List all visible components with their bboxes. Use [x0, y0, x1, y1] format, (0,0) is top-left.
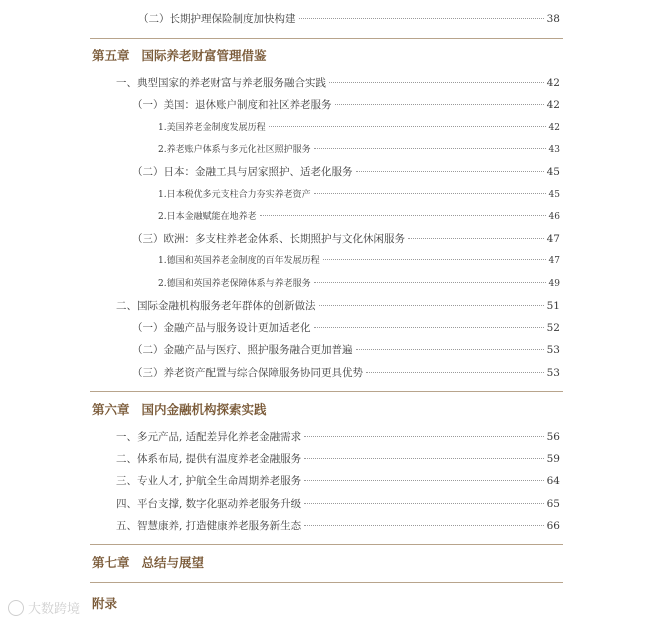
chapter-heading[interactable]	[92, 400, 267, 418]
leader-dots	[299, 18, 544, 19]
chapter-divider	[90, 544, 563, 545]
chapter-divider	[90, 38, 563, 39]
toc-entry[interactable]	[158, 143, 560, 157]
toc-entry[interactable]	[132, 232, 560, 246]
toc-entry-page: 49	[548, 279, 560, 289]
leader-dots	[304, 525, 543, 526]
appendix-title: 附录	[92, 596, 118, 611]
toc-entry-label: 二、国际金融机构服务老年群体的创新做法	[116, 300, 316, 312]
toc-entry[interactable]	[116, 519, 560, 533]
toc-entry-label: 四、平台支撑, 数字化驱动养老服务升级	[116, 498, 302, 510]
chapter-title: 国际养老财富管理借鉴	[141, 48, 267, 63]
leader-dots	[304, 436, 543, 437]
toc-entry-label: 2.德国和英国养老保障体系与养老服务	[158, 279, 311, 289]
toc-entry[interactable]	[132, 366, 560, 380]
toc-entry-label: （一）金融产品与服务设计更加适老化	[132, 322, 311, 334]
leader-dots	[304, 458, 543, 459]
toc-entry[interactable]	[116, 474, 560, 488]
toc-entry-page: 42	[546, 77, 560, 89]
toc-entry-page: 46	[548, 212, 560, 222]
toc-entry-label: 1.德国和英国养老金制度的百年发展历程	[158, 256, 320, 266]
toc-entry-page: 45	[546, 166, 560, 178]
toc-entry-label: 2.养老账户体系与多元化社区照护服务	[158, 145, 311, 155]
toc-entry-page: 53	[546, 344, 560, 356]
toc-entry[interactable]	[158, 254, 560, 268]
toc-entry-page: 47	[546, 233, 560, 245]
toc-entry-page: 53	[546, 367, 560, 379]
chapter-divider	[90, 582, 563, 583]
leader-dots	[356, 171, 544, 172]
leader-dots	[319, 305, 544, 306]
watermark	[8, 598, 80, 617]
toc-entry-label: 1.日本税优多元支柱合力夯实养老资产	[158, 190, 311, 200]
toc-entry-page: 65	[546, 498, 560, 510]
toc-entry-page: 66	[546, 520, 560, 532]
toc-entry[interactable]	[158, 188, 560, 202]
leader-dots	[304, 503, 543, 504]
leader-dots	[356, 349, 544, 350]
toc-entry-page: 47	[548, 256, 560, 266]
toc-entry-label: 一、多元产品, 适配差异化养老金融需求	[116, 431, 302, 443]
toc-entry-page: 52	[546, 322, 560, 334]
leader-dots	[314, 148, 546, 149]
toc-entry[interactable]	[116, 299, 560, 313]
leader-dots	[366, 372, 544, 373]
toc-entry-page: 38	[546, 13, 560, 25]
toc-entry-label: 二、体系布局, 提供有温度养老金融服务	[116, 453, 302, 465]
leader-dots	[323, 259, 546, 260]
toc-entry[interactable]	[116, 430, 560, 444]
toc-entry-label: 1.美国养老金制度发展历程	[158, 123, 266, 133]
toc-entry[interactable]	[158, 277, 560, 291]
toc-entry[interactable]	[132, 165, 560, 179]
toc-entry-label: 一、典型国家的养老财富与养老服务融合实践	[116, 77, 326, 89]
leader-dots	[335, 104, 544, 105]
toc-entry-page: 56	[546, 431, 560, 443]
chapter-title: 总结与展望	[141, 555, 205, 570]
toc-entry-page: 45	[548, 190, 560, 200]
leader-dots	[269, 126, 546, 127]
toc-entry-label: 五、智慧康养, 打造健康养老服务新生态	[116, 520, 302, 532]
toc-entry-page: 64	[546, 475, 560, 487]
toc-entry[interactable]	[132, 343, 560, 357]
toc-entry[interactable]	[132, 98, 560, 112]
watermark-logo-icon	[8, 600, 24, 616]
toc-entry-label: 2.日本金融赋能在地养老	[158, 212, 257, 222]
leader-dots	[329, 82, 544, 83]
chapter-number: 第六章	[92, 402, 130, 417]
toc-entry-label: （三）养老资产配置与综合保障服务协同更具优势	[132, 367, 363, 379]
toc-entry[interactable]	[132, 321, 560, 335]
watermark-text: 大数跨境	[28, 602, 81, 617]
toc-entry-label: （二）金融产品与医疗、照护服务融合更加普遍	[132, 344, 353, 356]
toc-entry-page: 59	[546, 453, 560, 465]
toc-entry[interactable]	[116, 76, 560, 90]
toc-entry[interactable]	[116, 497, 560, 511]
toc-entry[interactable]	[138, 12, 560, 26]
toc-entry-label: 三、专业人才, 护航全生命周期养老服务	[116, 475, 302, 487]
toc-entry[interactable]	[116, 452, 560, 466]
toc-entry-page: 43	[548, 145, 560, 155]
chapter-heading[interactable]	[92, 46, 267, 64]
leader-dots	[314, 327, 544, 328]
toc-entry-label: （一）美国：退休账户制度和社区养老服务	[132, 99, 332, 111]
chapter-heading[interactable]	[92, 553, 204, 571]
chapter-title: 国内金融机构探索实践	[141, 402, 267, 417]
toc-entry-page: 42	[548, 123, 560, 133]
toc-entry-label: （二）日本：金融工具与居家照护、适老化服务	[132, 166, 353, 178]
leader-dots	[408, 238, 544, 239]
toc-entry[interactable]	[158, 210, 560, 224]
toc-entry-label: （二）长期护理保险制度加快构建	[138, 13, 296, 25]
chapter-number: 第五章	[92, 48, 130, 63]
chapter-number: 第七章	[92, 555, 130, 570]
appendix-heading[interactable]	[92, 594, 117, 612]
chapter-divider	[90, 391, 563, 392]
toc-entry-page: 51	[546, 300, 560, 312]
toc-entry-page: 42	[546, 99, 560, 111]
toc-entry-label: （三）欧洲：多支柱养老金体系、长期照护与文化休闲服务	[132, 233, 405, 245]
leader-dots	[260, 215, 546, 216]
toc-entry[interactable]	[158, 121, 560, 135]
leader-dots	[314, 193, 546, 194]
leader-dots	[314, 282, 546, 283]
leader-dots	[304, 480, 543, 481]
